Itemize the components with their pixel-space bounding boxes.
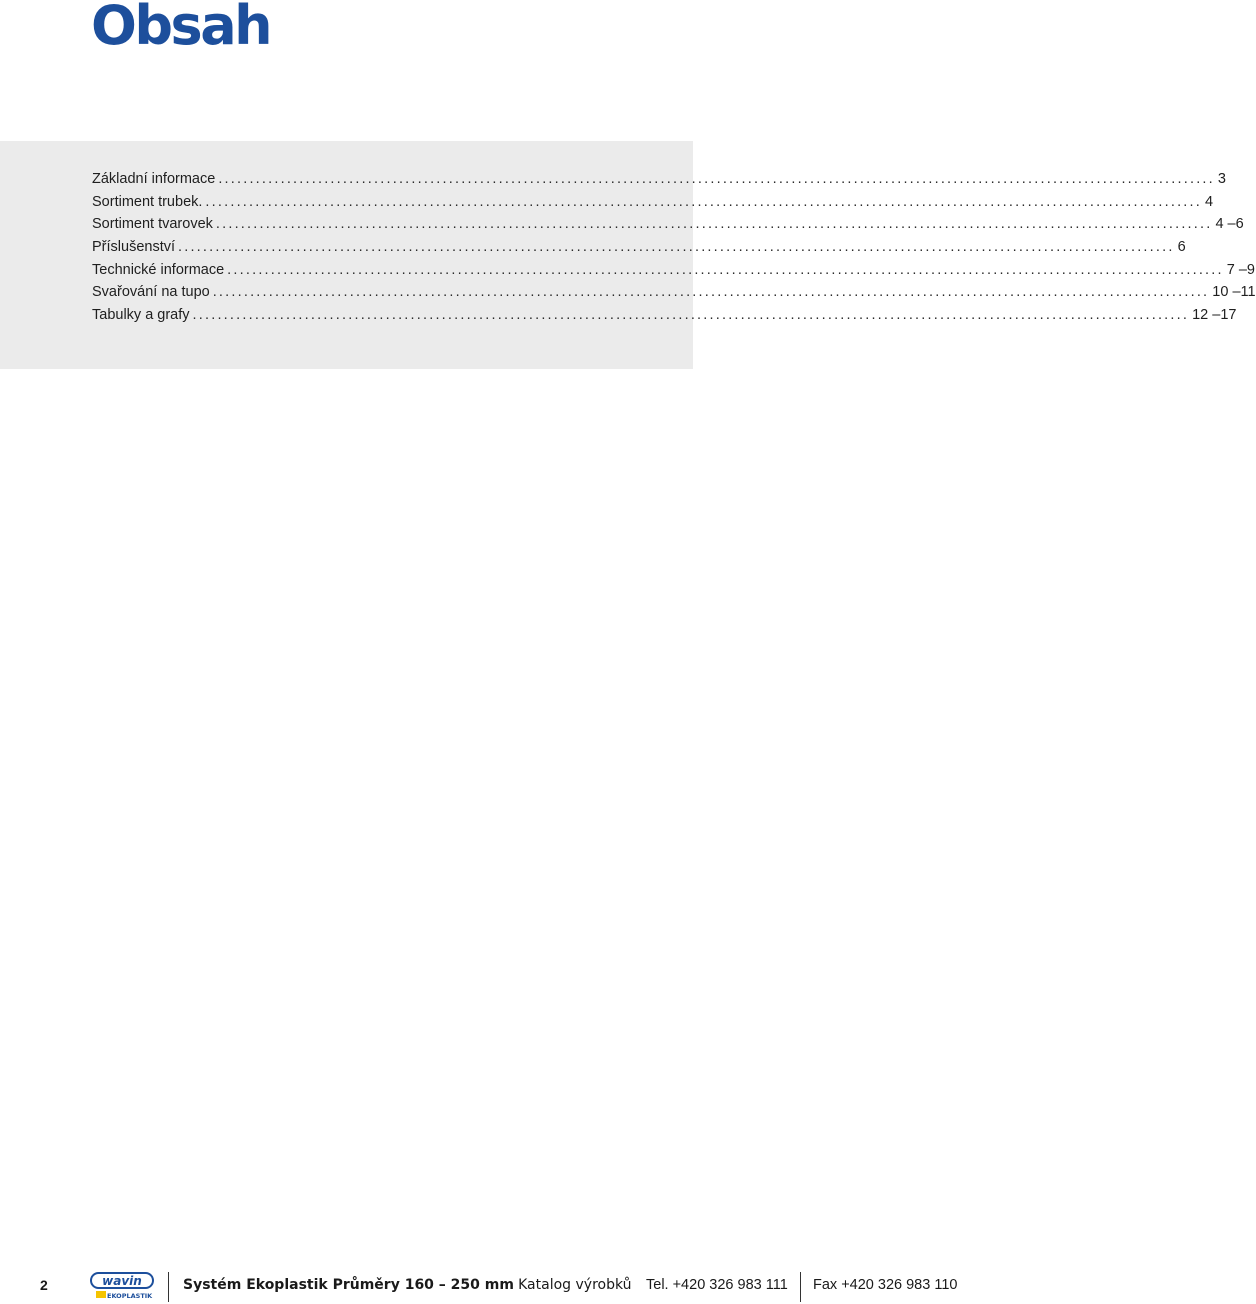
toc-entry-label: Tabulky a grafy bbox=[92, 307, 190, 324]
toc-entry-technicke-informace[interactable] bbox=[92, 261, 1255, 285]
toc-leader-dots: ................................................................................................................................................................ bbox=[178, 239, 1175, 256]
toc-leader-dots: ................................................................................................................................................................ bbox=[218, 171, 1215, 187]
table-of-contents-panel bbox=[0, 141, 1256, 369]
footer-catalog-label: Katalog výrobků bbox=[518, 1277, 632, 1293]
footer-divider bbox=[168, 1272, 169, 1302]
toc-entry-sortiment-trubek[interactable] bbox=[92, 193, 1214, 217]
toc-entry-page: 12 –17 bbox=[1192, 307, 1237, 324]
logo-subtext: EKOPLASTIK bbox=[107, 1292, 153, 1300]
toc-entry-page: 4 bbox=[1205, 193, 1214, 210]
toc-leader-dots: ................................................................................................................................................................ bbox=[205, 193, 1202, 210]
toc-entry-label: Základní informace bbox=[92, 171, 216, 187]
toc-list bbox=[92, 171, 1256, 330]
page-number: 2 bbox=[40, 1277, 48, 1293]
toc-entry-label: Svařování na tupo bbox=[92, 284, 210, 301]
footer-divider bbox=[800, 1272, 801, 1302]
toc-leader-dots: ................................................................................................................................................................ bbox=[215, 216, 1213, 233]
toc-leader-dots: ................................................................................................................................................................ bbox=[192, 307, 1190, 324]
toc-entry-page: 3 bbox=[1217, 171, 1226, 187]
logo-wordmark: wavin bbox=[102, 1274, 142, 1288]
toc-entry-label: Sortiment trubek. bbox=[92, 193, 203, 210]
footer-brand-title: Systém Ekoplastik Průměry 160 – 250 mm bbox=[183, 1277, 514, 1293]
toc-entry-page: 4 –6 bbox=[1215, 216, 1244, 233]
footer-fax: Fax +420 326 983 110 bbox=[813, 1277, 958, 1293]
page-title: Obsah bbox=[91, 0, 271, 57]
toc-entry-label: Příslušenství bbox=[92, 239, 175, 256]
toc-entry-sortiment-tvarovek[interactable] bbox=[92, 216, 1244, 239]
toc-leader-dots: ................................................................................................................................................................ bbox=[212, 284, 1210, 301]
toc-entry-label: Sortiment tvarovek bbox=[92, 216, 213, 233]
footer-brand-line bbox=[183, 1276, 632, 1293]
toc-entry-label: Technické informace bbox=[92, 261, 225, 278]
toc-entry-svarovani-na-tupo[interactable] bbox=[92, 284, 1256, 307]
toc-entry-tabulky-a-grafy[interactable] bbox=[92, 307, 1237, 330]
toc-entry-page: 6 bbox=[1177, 239, 1186, 256]
footer-phone: Tel. +420 326 983 111 bbox=[646, 1277, 788, 1293]
toc-entry-page: 7 –9 bbox=[1226, 261, 1255, 278]
toc-entry-prislusenstvi[interactable] bbox=[92, 239, 1186, 262]
toc-entry-page: 10 –11 bbox=[1212, 284, 1256, 301]
toc-entry-zakladni-informace[interactable] bbox=[92, 171, 1226, 194]
page-footer bbox=[0, 1268, 960, 1304]
wavin-ekoplastik-logo bbox=[90, 1272, 156, 1300]
toc-leader-dots: ................................................................................................................................................................ bbox=[227, 261, 1224, 278]
